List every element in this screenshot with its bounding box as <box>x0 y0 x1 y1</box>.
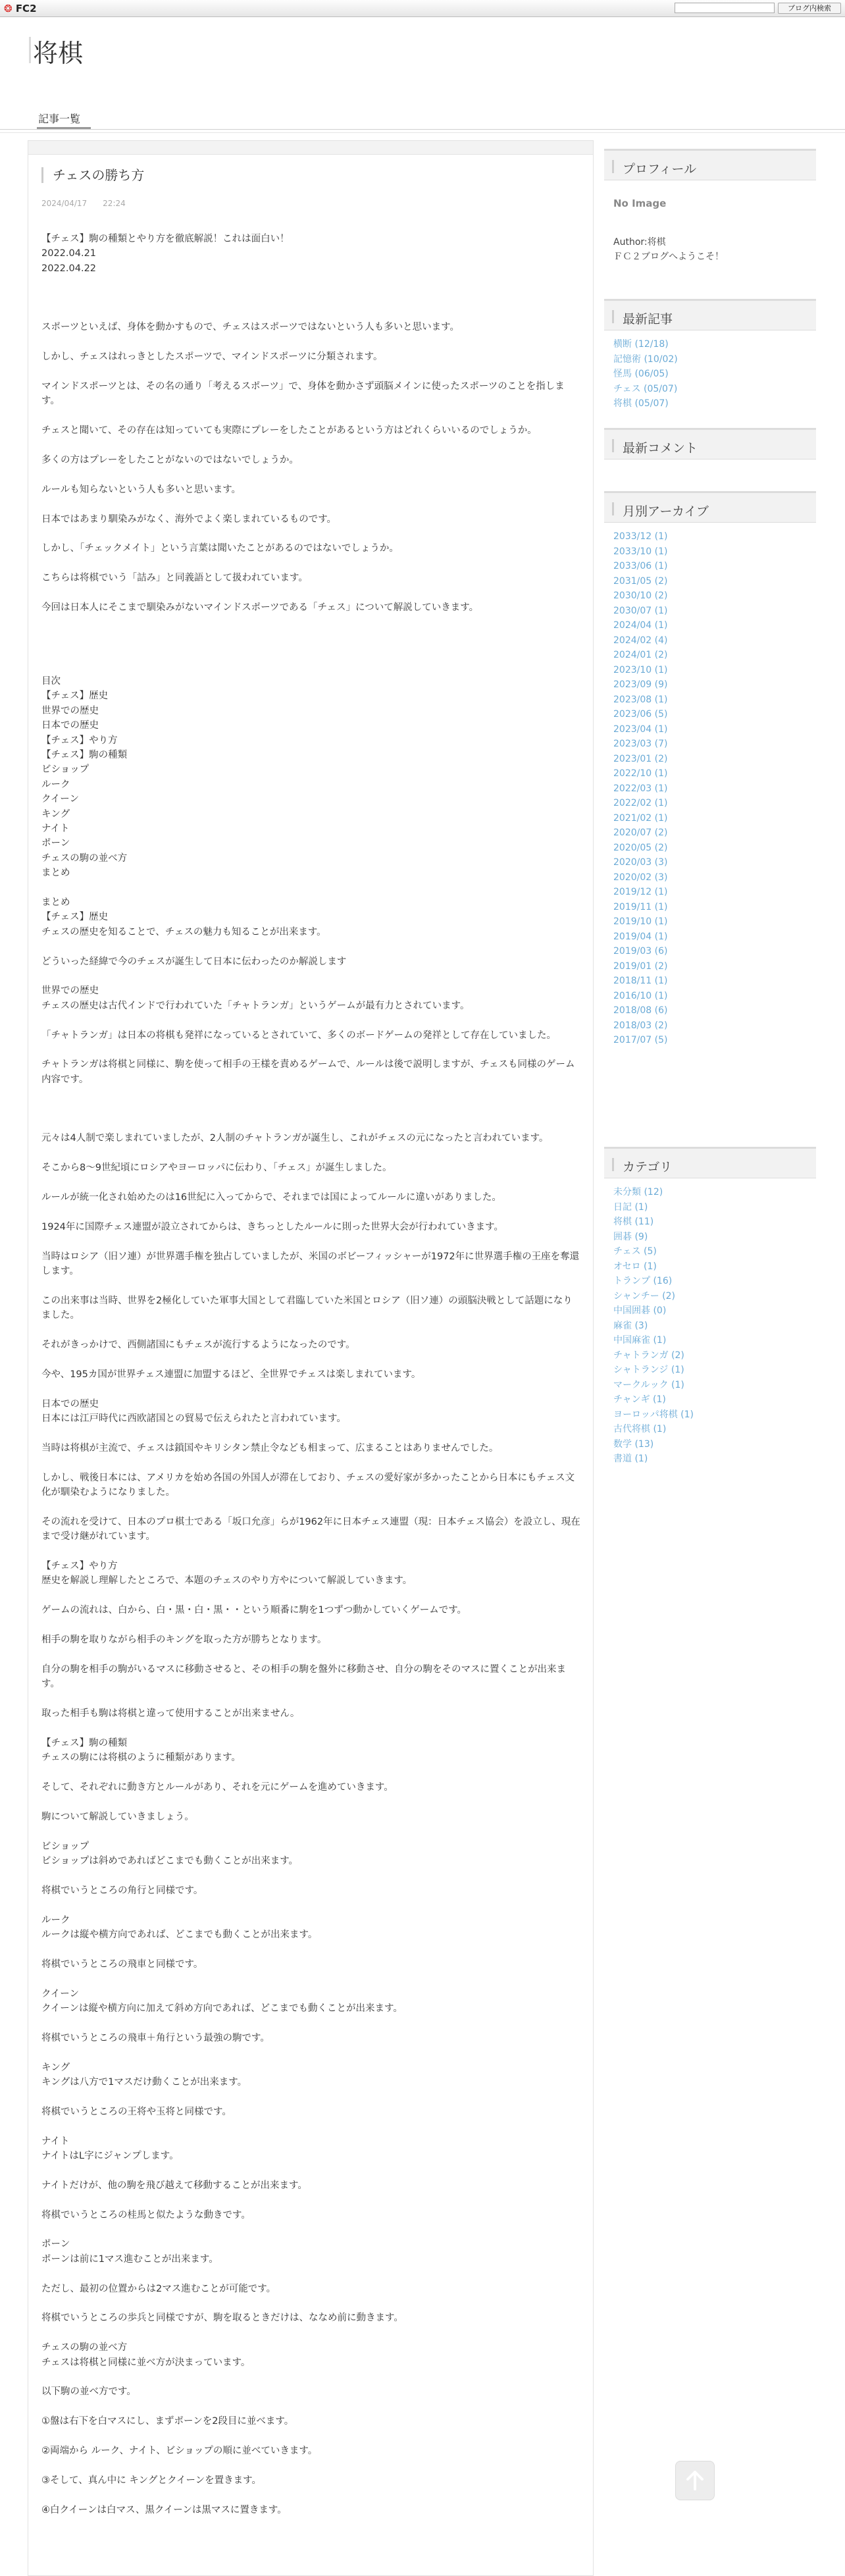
archive-link[interactable]: 2016/10 (1) <box>613 990 668 1001</box>
post-paragraph: ルーク ルークは縦や横方向であれば、どこまでも動くことが出来ます。 <box>41 1914 318 1941</box>
recent-post-link[interactable]: 怪馬 (06/05) <box>613 369 669 379</box>
post-meta <box>41 199 126 208</box>
archive-link[interactable]: 2030/10 (2) <box>613 591 668 601</box>
post-paragraph: 【チェス】駒の種類 チェスの駒には将棋のように種類があります。 <box>41 1737 241 1764</box>
archive-link[interactable]: 2020/02 (3) <box>613 872 668 883</box>
post-paragraph: どういった経緯で今のチェスが誕生して日本に伝わったのか解説します <box>41 956 347 967</box>
post-paragraph: 元々は4人制で楽しまれていましたが、2人制のチャトランガが誕生し、これがチェスの元になったと言われています。 <box>41 1133 549 1144</box>
profile-heading: プロフィール <box>604 149 816 180</box>
archive-link[interactable]: 2019/04 (1) <box>613 931 668 942</box>
post-paragraph: 今回は日本人にそこまで馴染みがないマインドスポーツである「チェス」について解説していきます。 <box>41 602 479 613</box>
archive-link[interactable]: 2019/01 (2) <box>613 960 668 972</box>
recent-posts-heading: 最新記事 <box>604 299 816 330</box>
post-paragraph: 自分の駒を相手の駒がいるマスに移動させると、その相手の駒を盤外に移動させ、自分の駒をそのマスに置くことが出来ます。 <box>41 1664 567 1690</box>
fc2-logo-icon: ❂ <box>4 3 13 14</box>
archive-section <box>604 491 816 1055</box>
recent-comments-section <box>604 428 816 460</box>
fc2-logo[interactable] <box>4 3 37 14</box>
nav-divider <box>0 132 845 133</box>
back-to-top-button[interactable] <box>675 2461 715 2500</box>
post-paragraph: 将棋でいうところの歩兵と同様ですが、駒を取るときだけは、ななめ前に動きます。 <box>41 2313 403 2324</box>
recent-post-link[interactable]: 記憶術 (10/02) <box>613 354 678 365</box>
post-paragraph: そこから8～9世紀頃にロシアやヨーロッパに伝わり、「チェス」が誕生しました。 <box>41 1163 392 1174</box>
post-paragraph: 世界での歴史 チェスの歴史は古代インドで行われていた「チャトランガ」というゲームが最有力とされています。 <box>41 986 470 1011</box>
post-paragraph: しかし、「チェックメイト」という言葉は聞いたことがあるのではないでしょうか。 <box>41 543 399 554</box>
archive-link[interactable]: 2019/11 (1) <box>613 901 668 912</box>
archive-link[interactable]: 2019/10 (1) <box>613 916 668 927</box>
post-paragraph: 将棋でいうところの角行と同様です。 <box>41 1885 203 1896</box>
post-paragraph: 日本ではあまり馴染みがなく、海外でよく楽しまれているものです。 <box>41 513 337 525</box>
archive-link[interactable]: 2020/03 (3) <box>613 857 668 868</box>
post-paragraph: しかし、戦後日本には、アメリカを始め各国の外国人が滞在しており、チェスの愛好家が多かったことから日本にもチェス文化が馴染むようになりました。 <box>41 1472 575 1498</box>
post-paragraph: スポーツといえば、身体を動かすもので、チェスはスポーツではないという人も多いと思います。 <box>41 322 459 333</box>
archive-link[interactable]: 2030/07 (1) <box>613 605 668 616</box>
post-paragraph: その流れを受けて、日本のプロ棋士である「坂口允彦」らが1962年に日本チェス連盟（現：日本チェス協会）を設立し、現在まで受け継がれています。 <box>41 1516 580 1542</box>
archive-link[interactable]: 2020/07 (2) <box>613 828 668 838</box>
category-link[interactable]: オセロ (1) <box>613 1261 657 1272</box>
post-paragraph: 駒について解説していきましょう。 <box>41 1811 194 1822</box>
archive-link[interactable]: 2023/04 (1) <box>613 723 668 735</box>
category-link[interactable]: 中国麻雀 (1) <box>613 1335 667 1346</box>
category-link[interactable]: チャトランガ (2) <box>613 1350 684 1361</box>
category-list <box>604 1178 816 1473</box>
category-link[interactable]: マークルック (1) <box>613 1379 684 1390</box>
post-paragraph: チェスの駒の並べ方 チェスは将棋と同様に並べ方が決まっています。 <box>41 2342 251 2368</box>
post-paragraph: 将棋でいうところの飛車＋角行という最強の駒です。 <box>41 2032 270 2043</box>
recent-posts-section <box>604 299 816 418</box>
archive-link[interactable]: 2019/03 (6) <box>613 946 668 957</box>
archive-link[interactable]: 2023/06 (5) <box>613 709 668 720</box>
post-body <box>41 232 581 2532</box>
title-accent-bar <box>29 37 31 63</box>
post-paragraph <box>41 1102 581 1117</box>
post-paragraph: ポーン ポーンは前に1マス進むことが出来ます。 <box>41 2239 218 2265</box>
post-paragraph: そして、それぞれに動き方とルールがあり、それを元にゲームを進めていきます。 <box>41 1782 394 1793</box>
post-time: 22:24 <box>103 199 126 208</box>
blog-title[interactable]: 将棋 <box>33 39 84 68</box>
post-paragraph: 将棋でいうところの飛車と同様です。 <box>41 1958 203 1970</box>
archive-heading: 月別アーカイブ <box>604 491 816 523</box>
archive-link[interactable]: 2021/02 (1) <box>613 812 668 824</box>
category-link[interactable]: 中国囲碁 (0) <box>613 1305 667 1316</box>
category-section <box>604 1147 816 1473</box>
post-paragraph: 将棋でいうところの桂馬と似たような動きです。 <box>41 2209 251 2221</box>
fc2-toolbar <box>0 0 845 17</box>
post-paragraph: チェスと聞いて、その存在は知っていても実際にプレーをしたことがあるという方はどれくらいいるのでしょうか。 <box>41 425 537 436</box>
arrow-up-icon <box>686 2471 704 2490</box>
post-paragraph: こちらは将棋でいう「詰み」と同義語として扱われています。 <box>41 573 308 584</box>
post-title[interactable]: チェスの勝ち方 <box>41 167 144 183</box>
post-paragraph: 【チェス】やり方 歴史を解説し理解したところで、本題のチェスのやり方やについて解説していきます。 <box>41 1561 413 1587</box>
category-link[interactable]: 書道 (1) <box>613 1454 648 1464</box>
profile-no-image: No Image <box>613 197 667 209</box>
archive-link[interactable]: 2023/10 (1) <box>613 664 668 675</box>
post-paragraph: 「チャトランガ」は日本の将棋も発祥になっているとされていて、多くのボードゲームの発祥として存在していました。 <box>41 1030 556 1041</box>
post-paragraph: しかし、チェスはれっきとしたスポーツで、マインドスポーツに分類されます。 <box>41 352 383 363</box>
fc2-logo-text: FC2 <box>15 3 37 14</box>
archive-link[interactable]: 2019/12 (1) <box>613 887 668 897</box>
post-paragraph: ①盤は右下を白マスにし、まずポーンを2段目に並べます。 <box>41 2416 294 2427</box>
archive-link[interactable]: 2033/10 (1) <box>613 546 668 557</box>
archive-link[interactable]: 2018/11 (1) <box>613 976 668 986</box>
post-paragraph: ルールが統一化され始めたのは16世紀に入ってからで、それまでは国によってルールに違いがありました。 <box>41 1192 501 1203</box>
archive-link[interactable]: 2024/01 (2) <box>613 650 668 660</box>
archive-link[interactable]: 2024/02 (4) <box>613 635 668 646</box>
recent-post-link[interactable]: 将棋 (05/07) <box>613 398 669 409</box>
nav-active-underline <box>37 127 91 129</box>
blog-search-button[interactable]: ブログ内検索 <box>778 3 841 14</box>
archive-link[interactable]: 2020/05 (2) <box>613 842 668 853</box>
category-link[interactable]: ヨーロッパ将棋 (1) <box>613 1409 694 1420</box>
archive-link[interactable]: 2023/08 (1) <box>613 694 668 705</box>
post-paragraph: マインドスポーツとは、その名の通り「考えるスポーツ」で、身体を動かさず頭脳メインに使ったスポーツのことを指します。 <box>41 381 565 407</box>
archive-link[interactable]: 2017/07 (5) <box>613 1035 668 1045</box>
post-paragraph: ただし、最初の位置からは2マス進むことが可能です。 <box>41 2283 276 2294</box>
post-paragraph <box>41 630 581 660</box>
archive-list <box>604 523 816 1055</box>
profile-welcome: ＦＣ２ブログへようこそ！ <box>613 251 724 262</box>
archive-link[interactable]: 2023/01 (2) <box>613 753 668 764</box>
category-link[interactable]: 囲碁 (9) <box>613 1231 648 1242</box>
post-paragraph: ②両端から ルーク、ナイト、ビショップの順に並べていきます。 <box>41 2446 318 2457</box>
post-date: 2024/04/17 <box>41 199 88 208</box>
category-link[interactable]: 数学 (13) <box>613 1438 654 1450</box>
article-container <box>28 140 594 2576</box>
post-paragraph <box>41 291 581 305</box>
post-paragraph: キング キングは八方で1マスだけ動くことが出来ます。 <box>41 2062 247 2088</box>
post-paragraph: 相手の駒を取りながら相手のキングを取った方が勝ちとなります。 <box>41 1635 327 1646</box>
post-paragraph: 多くの方はプレーをしたことがないのではないでしょうか。 <box>41 455 299 465</box>
post-paragraph: 当時は将棋が主流で、チェスは鎖国やキリシタン禁止令なども相まって、広まることはありませんでした。 <box>41 1442 499 1454</box>
post-paragraph: 取った相手も駒は将棋と違って使用することが出来ません。 <box>41 1708 300 1720</box>
post-paragraph: 日本での歴史 日本には江戸時代に西欧諸国との貿易で伝えられたと言われています。 <box>41 1398 346 1425</box>
category-link[interactable]: チェス (5) <box>613 1246 657 1257</box>
recent-post-link[interactable]: 横断 (12/18) <box>613 339 669 350</box>
post-paragraph: ゲームの流れは、白から、白・黒・白・黒・・という順番に駒を1つずつ動かしていくゲームです。 <box>41 1605 467 1616</box>
nav-item-article-list[interactable]: 記事一覧 <box>38 113 81 125</box>
archive-link[interactable]: 2018/03 (2) <box>613 1020 668 1031</box>
post-paragraph: ナイトだけが、他の駒を飛び越えて移動することが出来ます。 <box>41 2180 307 2191</box>
category-link[interactable]: 将棋 (11) <box>613 1217 654 1227</box>
recent-comments-heading: 最新コメント <box>604 428 816 460</box>
profile-author: Author:将棋 <box>613 236 666 248</box>
archive-link[interactable]: 2023/03 (7) <box>613 739 668 749</box>
archive-link[interactable]: 2031/05 (2) <box>613 575 668 587</box>
archive-link[interactable]: 2022/10 (1) <box>613 768 668 779</box>
archive-link[interactable]: 2018/08 (6) <box>613 1005 668 1016</box>
category-link[interactable]: 麻雀 (3) <box>613 1320 648 1331</box>
post-paragraph: 将棋でいうところの王将や玉将と同様です。 <box>41 2106 232 2117</box>
post-paragraph: 当時はロシア（旧ソ連）が世界選手権を独占していましたが、米国のボビーフィッシャーが1972年に世界選手権の王座を奪還します。 <box>41 1251 580 1277</box>
recent-posts-list <box>604 330 816 418</box>
recent-post-link[interactable]: チェス (05/07) <box>613 383 678 394</box>
article-top-strip <box>28 141 593 155</box>
post-paragraph: クイーン クイーンは縦や横方向に加えて斜め方向であれば、どこまでも動くことが出来ます。 <box>41 1988 403 2014</box>
category-link[interactable]: 古代将棋 (1) <box>613 1424 667 1434</box>
post-paragraph: ナイト ナイトはL字にジャンプします。 <box>41 2136 179 2162</box>
post-paragraph: まとめ 【チェス】歴史 チェスの歴史を知ることで、チェスの魅力も知ることが出来ます。 <box>41 897 326 937</box>
post-paragraph: この出来事は当時、世界を2極化していた軍事大国として君臨していた米国とロシア（旧ソ連）の頭脳決戦として話題になりました。 <box>41 1295 573 1321</box>
category-link[interactable]: 未分類 (12) <box>613 1187 663 1197</box>
main-nav <box>0 107 845 130</box>
archive-link[interactable]: 2024/04 (1) <box>613 620 668 631</box>
category-link[interactable]: チャンギ (1) <box>613 1394 666 1405</box>
archive-link[interactable]: 2022/03 (1) <box>613 783 668 794</box>
post-paragraph: ルールも知らないという人も多いと思います。 <box>41 484 242 495</box>
blog-search-input[interactable] <box>675 3 775 13</box>
archive-link[interactable]: 2023/09 (9) <box>613 679 668 690</box>
archive-link[interactable]: 2022/02 (1) <box>613 798 668 808</box>
category-link[interactable]: トランプ (16) <box>613 1276 673 1286</box>
post-paragraph: 目次 【チェス】歴史 世界での歴史 日本での歴史 【チェス】やり方 【チェス】駒の種類 ビショップ ルーク クイーン キング ナイト ポーン チェスの駒の並べ方 まとめ <box>41 675 128 879</box>
category-link[interactable]: シャンチー (2) <box>613 1290 676 1301</box>
post-paragraph: ビショップ ビショップは斜めであればどこまでも動くことが出来ます。 <box>41 1841 299 1867</box>
category-heading: カテゴリ <box>604 1147 816 1178</box>
post-paragraph: 今や、195カ国が世界チェス連盟に加盟するほど、全世界でチェスは楽しまれています。 <box>41 1369 421 1380</box>
profile-section <box>604 149 816 271</box>
archive-link[interactable]: 2033/12 (1) <box>613 531 668 542</box>
post-paragraph: 【チェス】駒の種類とやり方を徹底解説！これは面白い！ 2022.04.21 2022.04.22 <box>41 234 290 274</box>
post-paragraph: 以下駒の並べ方です。 <box>41 2386 136 2398</box>
post-paragraph: 1924年に国際チェス連盟が設立されてからは、きちっとしたルールに則った世界大会が行われていきます。 <box>41 1221 504 1232</box>
category-link[interactable]: シャトランジ (1) <box>613 1365 684 1375</box>
post-paragraph: ④白クイーンは白マス、黒クイーンは黒マスに置きます。 <box>41 2504 287 2515</box>
post-paragraph: それがきっかけで、西側諸国にもチェスが流行するようになったのです。 <box>41 1340 355 1351</box>
archive-link[interactable]: 2033/06 (1) <box>613 561 668 571</box>
post-paragraph: チャトランガは将棋と同様に、駒を使って相手の王様を責めるゲームで、ルールは後で説明しますが、チェスも同様のゲーム内容です。 <box>41 1059 575 1085</box>
post-paragraph: ③そして、真ん中に キングとクイーンを置きます。 <box>41 2475 261 2486</box>
category-link[interactable]: 日記 (1) <box>613 1201 648 1213</box>
